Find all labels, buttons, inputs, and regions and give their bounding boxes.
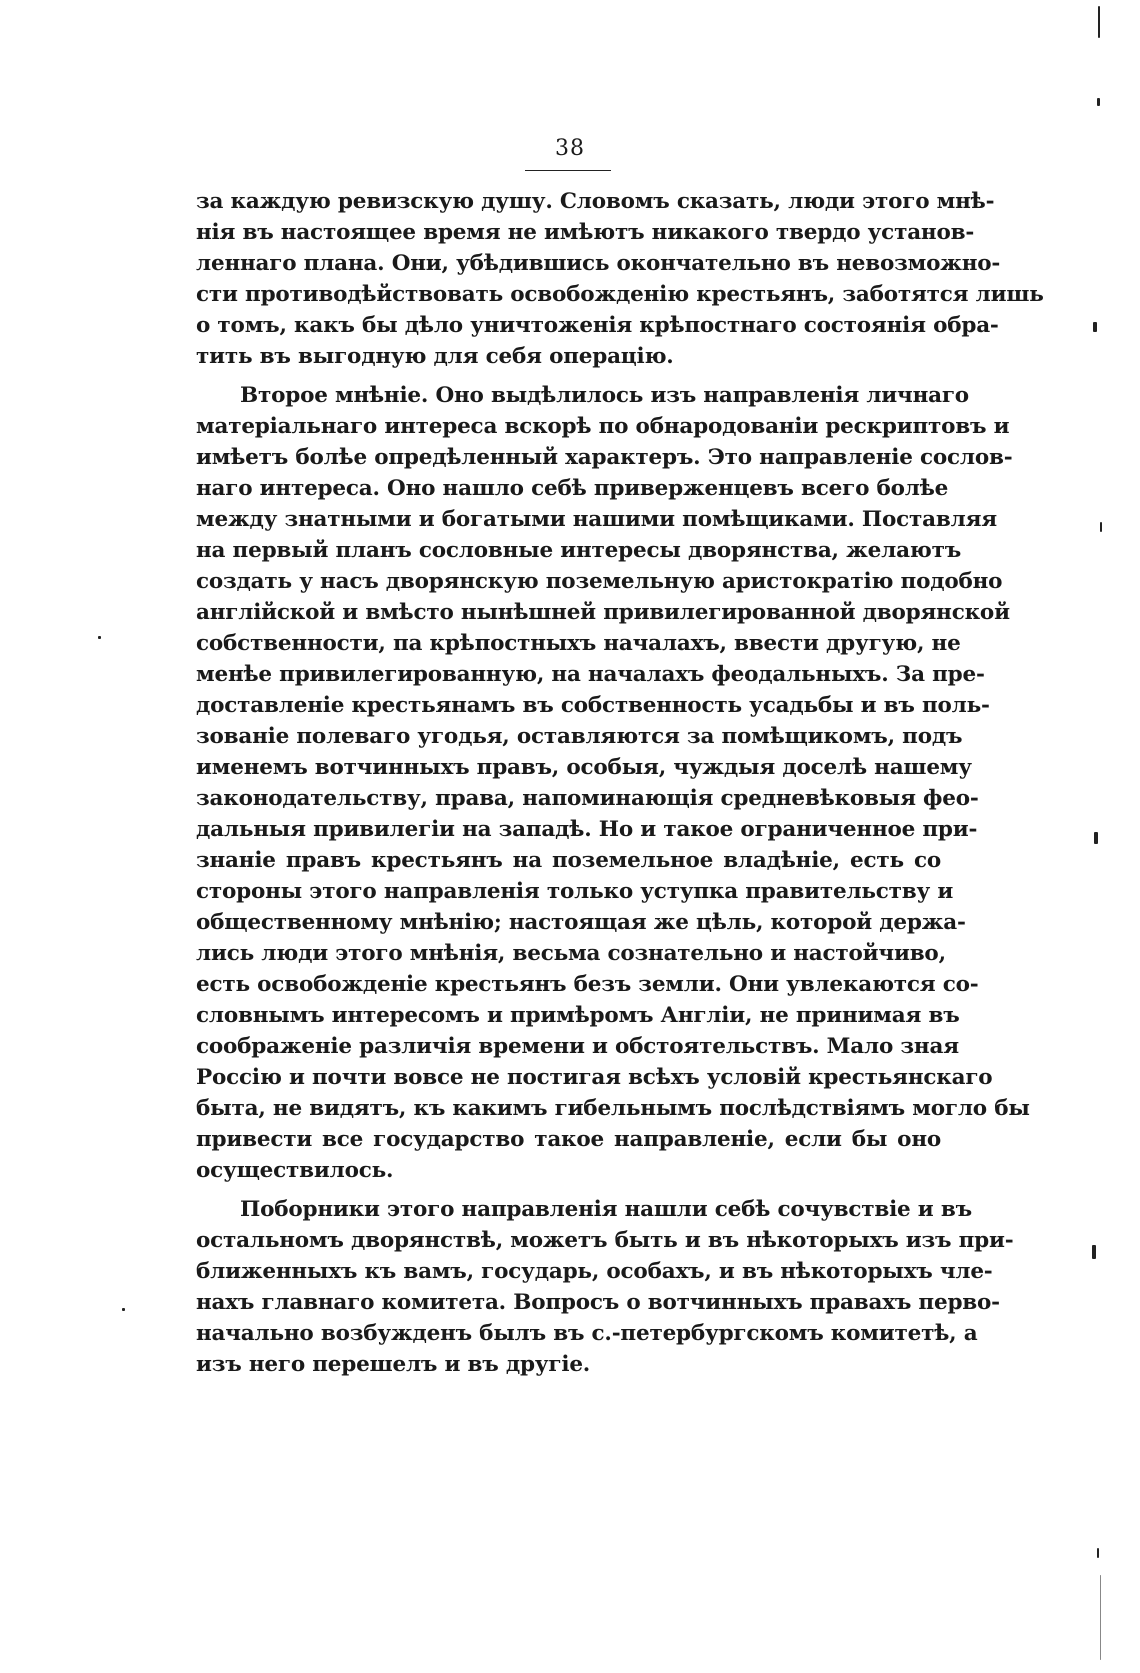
scan-mark — [1097, 98, 1100, 106]
text-line: словнымъ интересомъ и примѣромъ Англіи, не принимая въ — [196, 1003, 960, 1028]
text-line: имѣетъ болѣе опредѣленный характеръ. Это направленіе сослов- — [196, 445, 1013, 470]
text-line: собственности, па крѣпостныхъ началахъ, ввести другую, не — [196, 631, 961, 656]
text-line: доставленіе крестьянамъ въ собственность усадьбы и въ поль- — [196, 693, 990, 718]
text-line: осуществилось. — [196, 1158, 394, 1183]
text-line: леннаго плана. Они, убѣдившись окончательно въ невозможно- — [196, 251, 1001, 276]
text-line: нахъ главнаго комитета. Вопросъ о вотчинныхъ правахъ перво- — [196, 1290, 1000, 1315]
text-line: общественному мнѣнію; настоящая же цѣль, которой держа- — [196, 910, 966, 935]
scan-mark — [1092, 1245, 1096, 1259]
text-line: создать у насъ дворянскую поземельную аристократію подобно — [196, 569, 1003, 594]
text-line: знаніе правъ крестьянъ на поземельное владѣніе, есть со — [196, 848, 941, 873]
text-line: быта, не видятъ, къ какимъ гибельнымъ послѣдствіямъ могло бы — [196, 1096, 1030, 1121]
text-line: Второе мнѣніе. Оно выдѣлилось изъ направленія личнаго — [240, 383, 969, 408]
paragraph-gap — [196, 1186, 941, 1194]
text-line: тить въ выгодную для себя операцію. — [196, 344, 674, 369]
text-line: на первый планъ сословные интересы дворянства, желаютъ — [196, 538, 962, 563]
text-line: нія въ настоящее время не имѣютъ никакого твердо установ- — [196, 220, 975, 245]
scan-mark — [1094, 832, 1098, 844]
text-line: изъ него перешелъ и въ другіе. — [196, 1352, 591, 1377]
scan-dot — [122, 1308, 125, 1311]
text-line: наго интереса. Оно нашло себѣ приверженцевъ всего болѣе — [196, 476, 949, 501]
scan-edge-line — [1100, 1575, 1101, 1660]
text-line: начально возбужденъ былъ въ с.-петербургскомъ комитетѣ, а — [196, 1321, 978, 1346]
text-line: сти противодѣйствовать освобожденію крестьянъ, заботятся лишь — [196, 282, 1044, 307]
text-line: англійской и вмѣсто нынѣшней привилегированной дворянской — [196, 600, 1010, 625]
text-line: за каждую ревизскую душу. Словомъ сказать, люди этого мнѣ- — [196, 189, 995, 214]
scan-mark — [1100, 522, 1102, 532]
text-line: о томъ, какъ бы дѣло уничтоженія крѣпостнаго состоянія обра- — [196, 313, 999, 338]
paragraph-gap — [196, 372, 941, 380]
text-line: привести все государство такое направленіе, если бы оно — [196, 1127, 941, 1152]
text-line: матеріальнаго интереса вскорѣ по обнародованіи рескриптовъ и — [196, 414, 1010, 439]
scan-mark — [1097, 1548, 1099, 1558]
text-line: есть освобожденіе крестьянъ безъ земли. Они увлекаются со- — [196, 972, 979, 997]
scan-mark — [1093, 322, 1097, 332]
text-line: Россію и почти вовсе не постигая всѣхъ условій крестьянскаго — [196, 1065, 993, 1090]
text-line: ближенныхъ къ вамъ, государь, особахъ, и въ нѣкоторыхъ чле- — [196, 1259, 993, 1284]
text-line: Поборники этого направленія нашли себѣ сочувствіе и въ — [240, 1197, 972, 1222]
text-line: зованіе полеваго угодья, оставляются за помѣщикомъ, подъ — [196, 724, 963, 749]
text-line: дальныя привилегіи на западѣ. Но и такое ограниченное при- — [196, 817, 978, 842]
text-line: именемъ вотчинныхъ правъ, особыя, чуждыя доселѣ нашему — [196, 755, 972, 780]
scan-edge-line — [1098, 6, 1100, 38]
header-rule — [525, 170, 611, 171]
page-number: 38 — [555, 136, 585, 161]
text-line: стороны этого направленія только уступка правительству и — [196, 879, 954, 904]
text-line: законодательству, права, напоминающія средневѣковыя фео- — [196, 786, 979, 811]
text-line: соображеніе различія времени и обстоятельствъ. Мало зная — [196, 1034, 959, 1059]
text-line: между знатными и богатыми нашими помѣщиками. Поставляя — [196, 507, 997, 532]
text-line: остальномъ дворянствѣ, можетъ быть и въ нѣкоторыхъ изъ при- — [196, 1228, 1014, 1253]
text-line: менѣе привилегированную, на началахъ феодальныхъ. За пре- — [196, 662, 985, 687]
body-text — [196, 186, 1044, 1380]
scan-dot — [98, 636, 101, 639]
text-line: лись люди этого мнѣнія, весьма сознательно и настойчиво, — [196, 941, 946, 966]
